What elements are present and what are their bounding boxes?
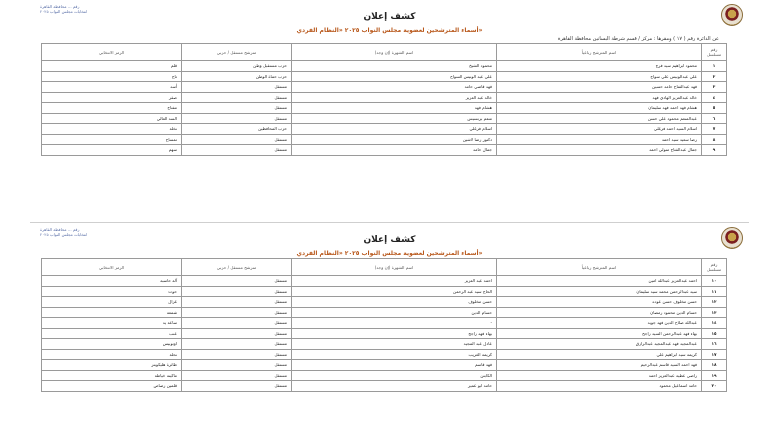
candidate-alias: كريمة الغريب [292,349,497,360]
electoral-symbol: حوت [42,286,182,297]
candidate-affiliation: مستقل [182,113,292,124]
row-number: ١٦ [702,339,727,350]
candidate-alias: هشام فهد [292,103,497,114]
candidate-alias: فهد قاضي حامد [292,82,497,93]
stamp-line: انتخابات مجلس النواب ٢٠٢٥ [40,232,88,237]
candidate-name: حسن مخلوف حسن عوده [497,297,702,308]
candidate-alias: احمد عبد العزيز [292,276,497,287]
table-row [42,297,727,308]
table-header-row [42,44,727,61]
page-subtitle: أسماء المترشحين لعضوية مجلس النواب ٢٠٢٥ «النظام الفردي» [296,250,483,257]
table-row [42,349,727,360]
candidate-name: راضي عطية عبدالعزيز احمد [497,370,702,381]
candidate-affiliation: مستقل [182,318,292,329]
row-number: ١٥ [702,328,727,339]
candidate-affiliation: مستقل [182,307,292,318]
candidate-alias: حسام الدين [292,307,497,318]
row-number: ٩ [702,145,727,156]
electoral-symbol: عنب [42,328,182,339]
candidates-table [41,43,727,156]
candidate-affiliation: مستقل [182,381,292,392]
row-number: ١٣ [702,307,727,318]
stamp-line: انتخابات مجلس النواب ٢٠٢٥ [40,9,88,14]
candidate-affiliation: مستقل [182,339,292,350]
candidate-name: عبدالمنعم محمود علي حسن [497,113,702,124]
candidate-name: احمد عبدالعزيز عبدالله امين [497,276,702,287]
candidate-name: بهاء فهد عبدالرحمن السيد راجح [497,328,702,339]
candidate-affiliation: مستقل [182,360,292,371]
candidate-alias: عادل عبد المجيد [292,339,497,350]
candidate-name: عبدالمجيد فهد عبدالمجيد عبدالرازق [497,339,702,350]
candidate-affiliation: حزب حماة الوطن [182,71,292,82]
candidate-affiliation: مستقل [182,103,292,114]
electoral-symbol: آلة حاسبة [42,276,182,287]
row-number: ٣ [702,82,727,93]
electoral-symbol: مفتاح [42,103,182,114]
stamp-line: رقم ... محافظة القاهرة [40,4,80,9]
table-row [42,339,727,350]
row-number: ٥ [702,103,727,114]
candidate-alias: حسن مخلوف [292,297,497,308]
electoral-symbol: ساعة يد [42,318,182,329]
candidates-table [41,258,727,392]
stamp-line: رقم ... محافظة القاهرة [40,227,80,232]
candidate-name: عبدالله صلاح الدين فهد جويد [497,318,702,329]
candidate-affiliation: مستقل [182,370,292,381]
row-number: ٤ [702,92,727,103]
candidate-alias: الحاج سيد عبد الرحمن [292,286,497,297]
col-header-name: اسم المترشح رباعياً [497,44,702,61]
candidate-alias: فهد قاسم [292,360,497,371]
electoral-symbol: نخلة [42,124,182,135]
electoral-symbol: السد العالي [42,113,182,124]
row-number: ١٤ [702,318,727,329]
candidate-name: خالد عبدالعزيز الهادي فهد [497,92,702,103]
candidate-affiliation: مستقل [182,286,292,297]
candidate-name: فهد عبدالفتاح حامد حسين [497,82,702,93]
candidate-affiliation: مستقل [182,349,292,360]
col-header-num: رقم مسلسل [702,44,727,61]
candidate-affiliation: مستقل [182,276,292,287]
candidate-alias: منعم برنسيس [292,113,497,124]
col-header-num: رقم مسلسل [702,259,727,276]
col-header-name: اسم المترشح رباعياً [497,259,702,276]
candidate-alias: اسلام فرغلي [292,124,497,135]
electoral-symbol: سهم [42,145,182,156]
table-row [42,92,727,103]
candidate-affiliation: مستقل [182,134,292,145]
candidate-name: جمال عبدالفتاح متولي احمد [497,145,702,156]
col-header-affiliation: مترشح مستقل / حزبي [182,259,292,276]
egypt-emblem-icon [721,227,743,249]
row-number: ١٨ [702,360,727,371]
electoral-symbol: شمعة [42,307,182,318]
table-row [42,82,727,93]
candidate-name: علي عبدالونيس علي سواح [497,71,702,82]
electoral-symbol: ماكينة خياطة [42,370,182,381]
table-row [42,113,727,124]
candidate-affiliation: حزب مستقبل وطن [182,61,292,72]
row-number: ١٢ [702,297,727,308]
row-number: ٨ [702,134,727,145]
table-row [42,360,727,371]
table-row [42,103,727,114]
page-subtitle: أسماء المترشحين لعضوية مجلس النواب ٢٠٢٥ «النظام الفردي» [296,27,483,34]
sheet-header [30,0,749,24]
candidate-affiliation: مستقل [182,145,292,156]
col-header-alias: اسم الشهرة (إن وجد) [292,44,497,61]
candidate-alias: جمال حامد [292,145,497,156]
candidate-name: حسام الدين محمود رمضان [497,307,702,318]
candidate-name: فهد احمد السيد قاسم عبدالرحيم [497,360,702,371]
table-header-row [42,259,727,276]
sheet-header [30,223,749,247]
table-row [42,318,727,329]
candidate-affiliation: مستقل [182,328,292,339]
candidate-alias: - [292,318,497,329]
candidate-alias: الكابتن [292,370,497,381]
table-row [42,145,727,156]
table-row [42,307,727,318]
row-number: ٦ [702,113,727,124]
table-row [42,381,727,392]
candidate-alias: محمود الشيخ [292,61,497,72]
row-number: ٢٠ [702,381,727,392]
electoral-symbol: صقر [42,92,182,103]
row-number: ١١ [702,286,727,297]
candidate-affiliation: مستقل [182,297,292,308]
col-header-alias: اسم الشهرة (إن وجد) [292,259,497,276]
page-title: كشف إعلان [363,235,416,245]
table-row [42,276,727,287]
row-number: ١٠ [702,276,727,287]
electoral-symbol: اوتوبيس [42,339,182,350]
col-header-symbol: الرمز الانتخابي [42,44,182,61]
electoral-symbol: قلمين رصاص [42,381,182,392]
candidate-name: اسلام السيد احمد فرغلي [497,124,702,135]
electoral-symbol: تمساح [42,134,182,145]
electoral-symbol: غزال [42,297,182,308]
candidate-name: هشام فهد احمد فهد سليمان [497,103,702,114]
candidate-name: كريمة سيد ابراهيم علي [497,349,702,360]
table-row [42,328,727,339]
egypt-emblem-icon [721,4,743,26]
col-header-symbol: الرمز الانتخابي [42,259,182,276]
candidate-name: رضا سعيد سيد احمد [497,134,702,145]
electoral-symbol: نحلة [42,349,182,360]
table-row [42,370,727,381]
announcement-sheet-2 [30,222,749,440]
candidate-affiliation: مستقل [182,82,292,93]
candidate-alias: دكتور رضا لاشين [292,134,497,145]
candidate-affiliation: مستقل [182,92,292,103]
row-number: ١٧ [702,349,727,360]
table-row [42,61,727,72]
candidate-name: سيد عبدالرحمن محمد سيد سليمان [497,286,702,297]
row-number: ١٩ [702,370,727,381]
candidate-affiliation: حزب المحافظين [182,124,292,135]
table-row [42,71,727,82]
candidate-name: حامد اسماعيل محمود [497,381,702,392]
candidate-alias: بهاء فهد راجح [292,328,497,339]
row-number: ٧ [702,124,727,135]
electoral-symbol: طائرة هليكوبتر [42,360,182,371]
candidate-alias: حامد ابو عمير [292,381,497,392]
announcement-sheet-1 [30,0,749,218]
table-row [42,124,727,135]
table-row [42,134,727,145]
candidate-alias: خالد عبد العزيز [292,92,497,103]
col-header-affiliation: مترشح مستقل / حزبي [182,44,292,61]
row-number: ٢ [702,71,727,82]
district-line: عن الدائرة رقم ( ١٧ ) ومقرها : مركز / قسم شرطة البساتين محافظة القاهرة [557,36,719,42]
electoral-symbol: قلم [42,61,182,72]
page-title: كشف إعلان [363,12,416,22]
candidate-alias: علي عبد الونيس السواح [292,71,497,82]
row-number: ١ [702,61,727,72]
table-row [42,286,727,297]
electoral-symbol: تاج [42,71,182,82]
candidate-name: محمود ابراهيم سيد فرج [497,61,702,72]
electoral-symbol: أسد [42,82,182,93]
